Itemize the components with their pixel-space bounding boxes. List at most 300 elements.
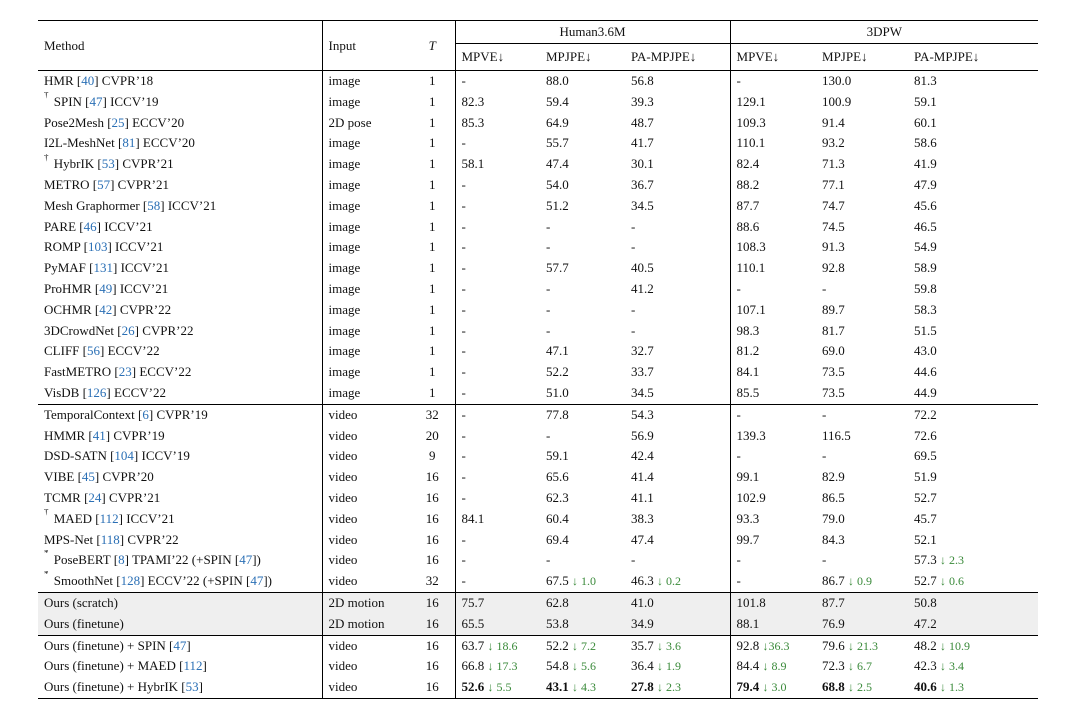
citation-link: 103 [87, 239, 108, 255]
metric-cell [908, 677, 1038, 698]
t-cell: 1 [410, 113, 455, 134]
table-row [38, 404, 1038, 425]
metric-cell [816, 488, 908, 509]
method-name: TCMR [ [44, 489, 89, 505]
metric-value: - [822, 552, 827, 568]
metric-value: 51.2 [546, 197, 569, 213]
metric-value: - [461, 73, 466, 88]
metric-value: 82.4 [736, 156, 760, 172]
metric-cell [455, 341, 540, 362]
metric-value: - [461, 280, 466, 296]
t-cell: 1 [410, 71, 455, 92]
citation-link: 47 [173, 637, 187, 653]
metric-cell [540, 279, 625, 300]
method-marker: † [44, 508, 49, 517]
metric-h36m-mpve: MPVE↓ [455, 44, 540, 71]
table-row [38, 92, 1038, 113]
metric-cell [625, 656, 730, 677]
method-name: Pose2Mesh [ [44, 114, 112, 130]
input-cell: image [328, 322, 361, 338]
metric-value: 65.5 [461, 615, 485, 631]
metric-value: 57.7 [546, 260, 569, 276]
method-cell [38, 258, 322, 279]
metric-3dpw-pampjpe: PA-MPJPE↓ [908, 44, 1038, 71]
metric-cell [540, 154, 625, 175]
metric-cell [816, 237, 908, 258]
metric-cell [730, 300, 816, 321]
method-cell [38, 550, 322, 571]
method-cell [38, 321, 322, 342]
input-cell: image [328, 301, 361, 317]
metric-value: 56.9 [631, 427, 654, 443]
input-cell: 2D motion [322, 592, 410, 613]
metric-h36m-pampjpe: PA-MPJPE↓ [625, 44, 730, 71]
metric-cell [908, 341, 1038, 362]
input-cell: video [322, 635, 410, 656]
metric-value: 47.1 [546, 343, 569, 359]
metric-value: 86.5 [822, 489, 845, 505]
metric-value: 66.8 [461, 658, 485, 674]
method-name: MPS-Net [ [44, 531, 101, 547]
input-cell: video [328, 510, 358, 526]
metric-value: 84.3 [822, 531, 845, 547]
input-cell: video [328, 469, 358, 485]
method-cell [38, 426, 322, 447]
method-cell [38, 656, 322, 677]
method-venue: ] ECCV’22 [131, 364, 192, 380]
metric-cell [816, 321, 908, 342]
method-cell [38, 133, 322, 154]
metric-value: - [461, 448, 466, 464]
method-name: Ours (finetune) + MAED [ [44, 658, 184, 674]
metric-cell [540, 383, 625, 404]
metric-value: 110.1 [736, 135, 766, 151]
metric-cell [816, 509, 908, 530]
metric-value: - [461, 239, 466, 255]
input-cell: image [328, 73, 361, 88]
table-row [38, 677, 1038, 698]
metric-value: 63.7 [461, 637, 485, 653]
table-row [38, 571, 1038, 592]
metric-cell [625, 614, 730, 635]
metric-value: - [822, 280, 827, 296]
method-name: HMR [ [44, 73, 82, 88]
metric-cell [816, 279, 908, 300]
improvement-delta: ↓ 3.0 [762, 680, 787, 695]
metric-value: 59.4 [546, 93, 569, 109]
metric-value: - [461, 218, 466, 234]
metric-value: - [736, 573, 741, 589]
metric-cell [540, 509, 625, 530]
metric-cell [730, 530, 816, 551]
method-venue: ] CVPR’18 [94, 73, 154, 88]
metric-cell [540, 446, 625, 467]
method-venue: ] ICCV’19 [133, 448, 190, 464]
method-name: Ours (finetune) + HybrIK [ [44, 679, 186, 695]
metric-value: 109.3 [736, 114, 766, 130]
metric-value: - [461, 135, 466, 151]
citation-link: 128 [120, 573, 141, 589]
method-venue: ] ECCV’22 [106, 384, 167, 400]
improvement-delta: ↓ 8.9 [762, 659, 787, 674]
metric-cell [816, 92, 908, 113]
metric-value: 72.2 [914, 406, 937, 422]
metric-value: 77.1 [822, 176, 845, 192]
input-cell: video [328, 658, 358, 674]
input-cell: video [328, 427, 358, 443]
metric-value: 44.9 [914, 384, 937, 400]
table-row [38, 237, 1038, 258]
metric-value: 48.7 [631, 114, 654, 130]
metric-cell [625, 133, 730, 154]
metric-value: 52.1 [914, 531, 937, 547]
metric-value: 48.2 [914, 637, 937, 653]
metric-cell [540, 592, 625, 613]
metric-value: 81.3 [914, 73, 937, 88]
table-row [38, 196, 1038, 217]
metric-cell [625, 467, 730, 488]
input-cell: 2D motion [322, 614, 410, 635]
method-name: CLIFF [ [44, 343, 87, 359]
metric-value: 71.3 [822, 156, 845, 172]
metric-value: 46.3 [631, 573, 654, 589]
method-name: DSD-SATN [ [44, 448, 115, 464]
metric-value: 74.5 [822, 218, 845, 234]
metric-value: - [546, 427, 551, 443]
method-name: Ours (finetune) [44, 615, 124, 631]
metric-value: 55.7 [546, 135, 569, 151]
method-cell [38, 509, 322, 530]
metric-value: - [461, 406, 466, 422]
metric-cell [455, 614, 540, 635]
citation-link: 46 [83, 218, 97, 234]
metric-cell [455, 154, 540, 175]
table-row [38, 656, 1038, 677]
metric-cell [730, 426, 816, 447]
metric-value: 53.8 [546, 615, 569, 631]
input-cell: image [328, 135, 361, 151]
metric-cell [908, 488, 1038, 509]
metric-cell [455, 362, 540, 383]
metric-value: - [546, 239, 551, 255]
metric-value: 98.3 [736, 322, 760, 338]
metric-value: - [631, 301, 636, 317]
metric-value: - [461, 573, 466, 589]
metric-cell [816, 677, 908, 698]
metric-value: - [736, 406, 741, 422]
metric-cell [730, 362, 816, 383]
metric-cell [816, 196, 908, 217]
metric-value: 88.6 [736, 218, 760, 234]
metric-value: - [461, 384, 466, 400]
method-cell [38, 113, 322, 134]
input-cell: video [328, 552, 358, 568]
method-cell [38, 383, 322, 404]
metric-value: 59.8 [914, 280, 937, 296]
metric-cell [540, 300, 625, 321]
metric-cell [455, 467, 540, 488]
metric-cell [540, 656, 625, 677]
t-cell: 1 [410, 175, 455, 196]
metric-cell [816, 154, 908, 175]
input-cell: video [322, 404, 410, 425]
metric-value: 41.4 [631, 469, 654, 485]
group-3dpw: 3DPW [730, 21, 1038, 44]
t-cell: 32 [410, 404, 455, 425]
method-name: ProHMR [ [44, 280, 100, 296]
metric-value: 64.9 [546, 114, 569, 130]
input-cell: video [328, 448, 358, 464]
table-row [38, 383, 1038, 404]
metric-value: 32.7 [631, 343, 654, 359]
metric-value: 67.5 [546, 573, 569, 589]
method-marker: * [44, 571, 49, 579]
citation-link: 26 [121, 322, 135, 338]
method-name: PARE [ [44, 218, 84, 234]
metric-cell [540, 677, 625, 698]
input-cell: image [328, 384, 361, 400]
metric-value: 41.1 [631, 489, 654, 505]
metric-cell [730, 217, 816, 238]
metric-cell [816, 614, 908, 635]
metric-cell [908, 446, 1038, 467]
input-cell: image [328, 156, 361, 172]
metric-cell [730, 571, 816, 592]
input-cell: image [328, 364, 361, 380]
metric-cell [816, 300, 908, 321]
input-cell: video [328, 531, 358, 547]
metric-value: 84.1 [736, 364, 760, 380]
metric-cell [908, 113, 1038, 134]
metric-cell [625, 92, 730, 113]
input-cell: image [328, 280, 361, 296]
metric-value: 91.4 [822, 114, 845, 130]
metric-cell [455, 677, 540, 698]
table-row [38, 592, 1038, 613]
metric-cell [455, 113, 540, 134]
method-name: SPIN [ [50, 93, 90, 109]
metric-value: - [461, 197, 466, 213]
metric-cell [455, 258, 540, 279]
metric-cell [540, 635, 625, 656]
metric-cell [730, 614, 816, 635]
metric-cell [730, 446, 816, 467]
metric-cell [540, 404, 625, 425]
metric-value: 54.3 [631, 406, 654, 422]
metric-cell [455, 321, 540, 342]
metric-value: - [736, 552, 741, 568]
improvement-delta: ↓ 3.6 [657, 638, 681, 653]
metric-cell [625, 175, 730, 196]
metric-value: 30.1 [631, 156, 654, 172]
metric-h36m-mpjpe: MPJPE↓ [540, 44, 625, 71]
method-venue: ] CVPR’19 [105, 427, 165, 443]
metric-cell [540, 362, 625, 383]
method-name: SmoothNet [ [50, 573, 121, 589]
t-cell: 1 [410, 279, 455, 300]
t-cell: 16 [410, 635, 455, 656]
citation-link: 47 [239, 552, 253, 568]
metric-value: 41.2 [631, 280, 654, 296]
method-name: FastMETRO [ [44, 364, 119, 380]
metric-cell [908, 614, 1038, 635]
table-row [38, 321, 1038, 342]
metric-value: - [822, 448, 827, 464]
method-name: ROMP [ [44, 239, 88, 255]
metric-cell [625, 383, 730, 404]
results-table [38, 20, 1038, 699]
metric-value: 33.7 [631, 364, 654, 380]
metric-3dpw-mpjpe: MPJPE↓ [816, 44, 908, 71]
table-row [38, 530, 1038, 551]
metric-cell [455, 530, 540, 551]
metric-cell [730, 656, 816, 677]
metric-cell [908, 71, 1038, 92]
citation-link: 45 [81, 469, 95, 485]
improvement-delta: ↓ 10.9 [940, 638, 971, 653]
metric-cell [730, 175, 816, 196]
input-cell: image [328, 218, 361, 234]
metric-cell [455, 175, 540, 196]
metric-value: 43.1 [546, 679, 569, 695]
metric-cell [730, 92, 816, 113]
table-row [38, 446, 1038, 467]
metric-value: - [631, 218, 636, 234]
metric-value: 52.7 [914, 489, 937, 505]
improvement-delta: ↓ 18.6 [487, 638, 518, 653]
improvement-delta: ↓ 0.9 [848, 574, 873, 589]
metric-cell [908, 509, 1038, 530]
metric-value: 59.1 [914, 93, 937, 109]
metric-cell [625, 635, 730, 656]
metric-cell [816, 571, 908, 592]
metric-cell [625, 196, 730, 217]
metric-cell [908, 133, 1038, 154]
metric-cell [908, 196, 1038, 217]
metric-cell [730, 196, 816, 217]
metric-cell [730, 383, 816, 404]
metric-cell [625, 592, 730, 613]
metric-cell [816, 404, 908, 425]
table-row [38, 467, 1038, 488]
metric-value: 45.7 [914, 510, 937, 526]
metric-value: 60.1 [914, 114, 937, 130]
t-cell: 16 [410, 550, 455, 571]
metric-value: 50.8 [914, 594, 937, 610]
metric-value: - [736, 280, 741, 296]
metric-value: 89.7 [822, 301, 845, 317]
metric-cell [455, 571, 540, 592]
method-name: TemporalContext [ [44, 406, 143, 422]
metric-cell [816, 446, 908, 467]
method-cell [38, 362, 322, 383]
metric-value: 100.9 [822, 93, 852, 109]
input-cell: video [328, 489, 358, 505]
input-cell: image [328, 93, 361, 109]
improvement-delta: ↓ 5.5 [487, 680, 512, 695]
t-cell: 1 [410, 362, 455, 383]
method-name: Mesh Graphormer [ [44, 197, 148, 213]
metric-value: 34.5 [631, 384, 654, 400]
metric-value: - [736, 448, 741, 464]
metric-cell [455, 446, 540, 467]
metric-cell [540, 341, 625, 362]
metric-value: - [546, 322, 551, 338]
table-row [38, 488, 1038, 509]
metric-cell [908, 467, 1038, 488]
metric-value: 88.0 [546, 73, 569, 88]
t-cell: 1 [410, 154, 455, 175]
metric-cell [730, 154, 816, 175]
t-cell: 1 [410, 92, 455, 113]
metric-cell [730, 488, 816, 509]
metric-cell [625, 677, 730, 698]
metric-cell [730, 550, 816, 571]
metric-cell [540, 571, 625, 592]
table-row [38, 300, 1038, 321]
method-name: PoseBERT [ [50, 552, 119, 568]
metric-value: 52.2 [546, 637, 569, 653]
metric-cell [908, 550, 1038, 571]
method-cell [38, 677, 322, 698]
metric-cell [540, 175, 625, 196]
metric-cell [455, 217, 540, 238]
table-row [38, 71, 1038, 92]
metric-value: 46.5 [914, 218, 937, 234]
metric-value: 27.8 [631, 679, 654, 695]
metric-cell [816, 635, 908, 656]
t-cell: 1 [410, 383, 455, 404]
metric-value: 76.9 [822, 615, 845, 631]
metric-cell [730, 321, 816, 342]
t-cell: 1 [410, 341, 455, 362]
method-cell [38, 404, 322, 425]
method-venue: ] [202, 658, 207, 674]
metric-cell [816, 71, 908, 92]
metric-value: 87.7 [822, 594, 845, 610]
metric-cell [816, 341, 908, 362]
metric-cell [908, 404, 1038, 425]
method-cell [38, 237, 322, 258]
metric-cell [455, 300, 540, 321]
citation-link: 47 [250, 573, 264, 589]
metric-cell [455, 509, 540, 530]
metric-cell [625, 362, 730, 383]
metric-value: - [461, 552, 466, 568]
metric-value: 130.0 [822, 73, 852, 88]
input-cell: image [328, 260, 361, 276]
metric-cell [730, 509, 816, 530]
input-cell: image [328, 176, 361, 192]
metric-cell [625, 113, 730, 134]
method-cell [38, 571, 322, 592]
metric-value: 52.7 [914, 573, 937, 589]
metric-cell [908, 237, 1038, 258]
metric-cell [540, 426, 625, 447]
metric-value: 69.4 [546, 531, 569, 547]
citation-link: 112 [183, 658, 203, 674]
metric-cell [625, 237, 730, 258]
method-name: PyMAF [ [44, 260, 94, 276]
metric-value: 92.8 [736, 637, 760, 653]
method-venue: ] ICCV’21 [112, 280, 169, 296]
metric-cell [730, 133, 816, 154]
metric-value: 45.6 [914, 197, 937, 213]
input-cell: image [328, 239, 361, 255]
improvement-delta: ↓ 3.4 [940, 659, 965, 674]
method-cell [38, 488, 322, 509]
metric-cell [455, 635, 540, 656]
